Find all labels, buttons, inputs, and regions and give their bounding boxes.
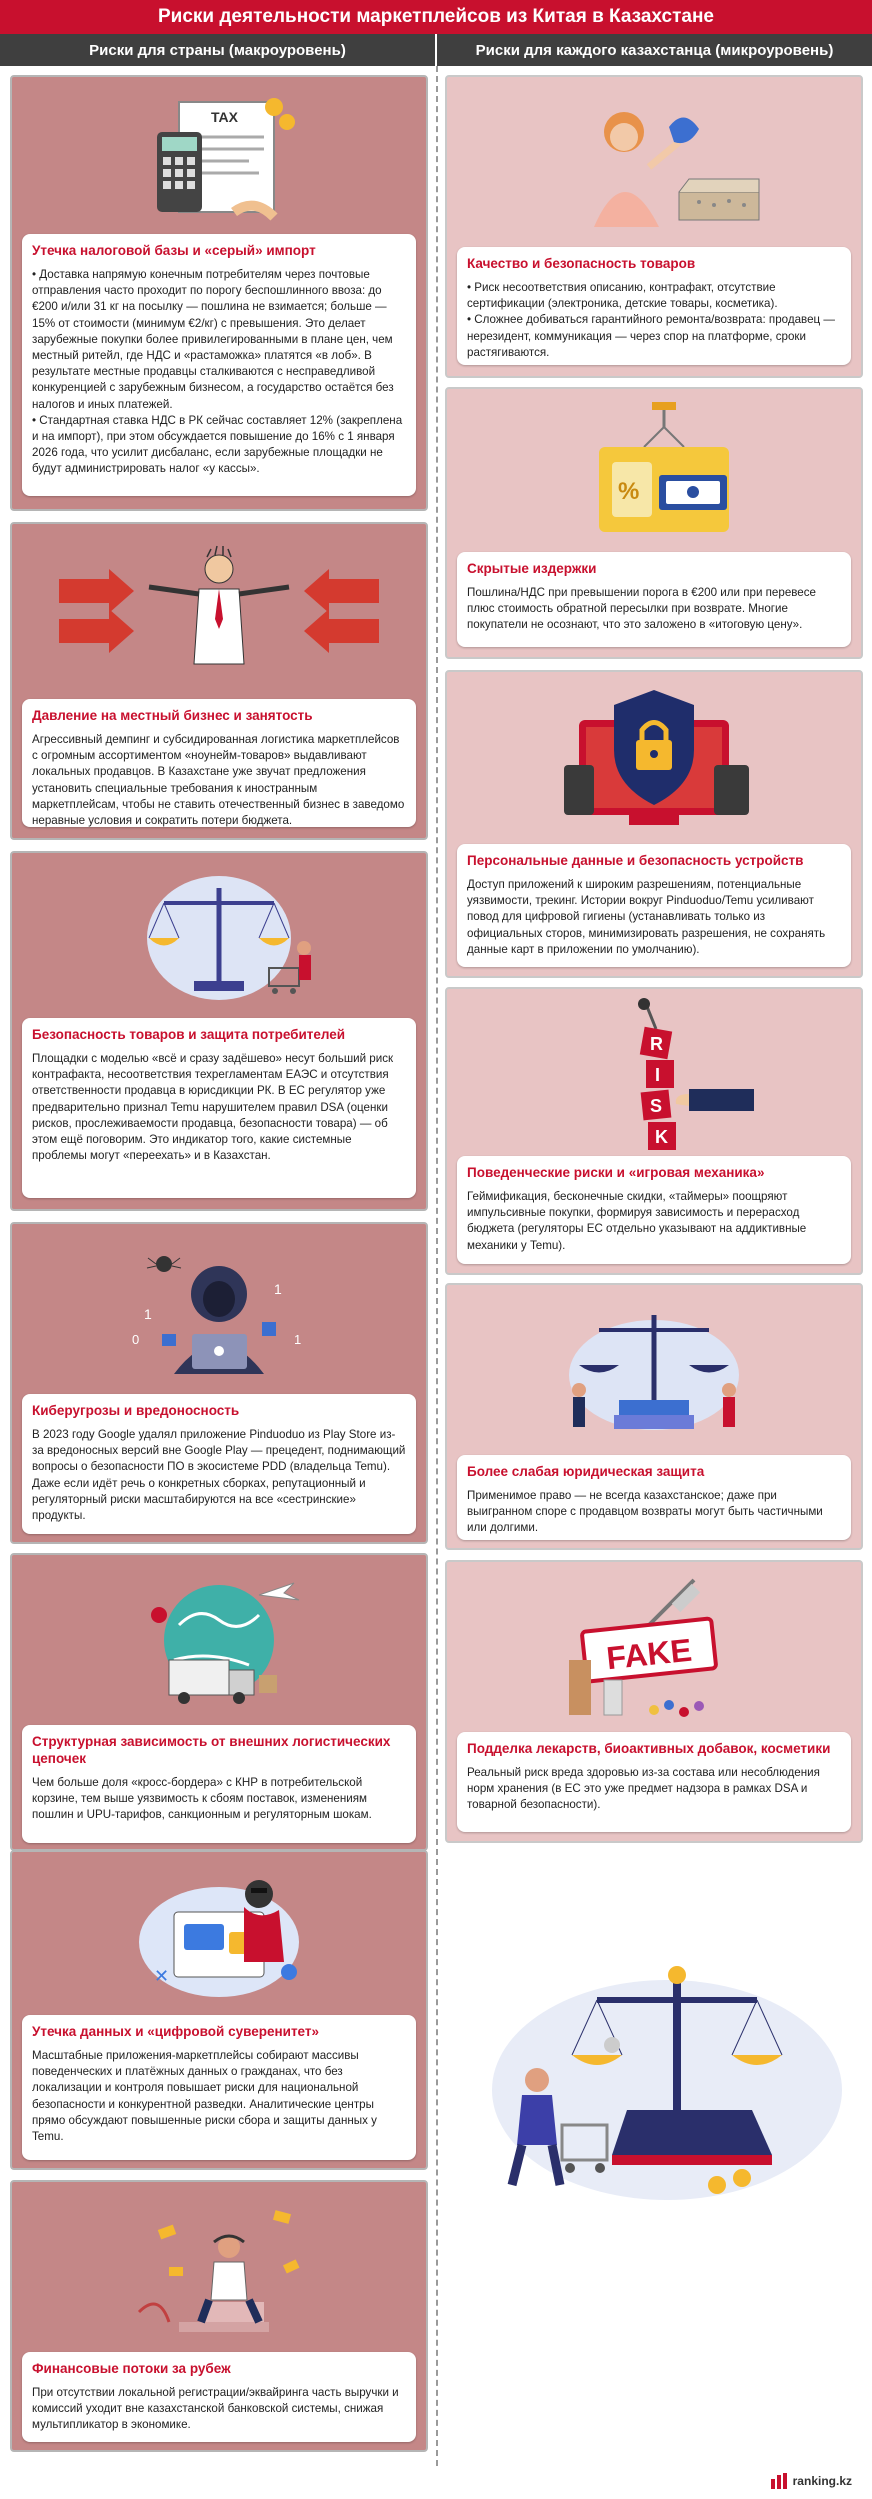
card-heading: Качество и безопасность товаров [467, 256, 696, 271]
svg-text:R: R [650, 1034, 663, 1054]
risk-card-personal-data [445, 670, 863, 978]
svg-text:1: 1 [294, 1332, 302, 1347]
data-theft-icon [12, 1852, 426, 2022]
card-text: Реальный риск вреда здоровью из-за состава или несоблюдения норм хранения (в ЕС это уже предмет надзора в рамках DSA и товарной безопасности). [467, 1766, 820, 1812]
card-heading: Скрытые издержки [467, 561, 597, 576]
risk-card-hidden-costs [445, 387, 863, 659]
tax-label: TAX [211, 109, 238, 125]
svg-text:1: 1 [144, 1306, 152, 1322]
column-divider [436, 66, 438, 2466]
risk-card-product-quality [445, 75, 863, 378]
card-heading: Структурная зависимость от внешних логистических цепочек [32, 1734, 391, 1766]
bad-product-icon [447, 77, 861, 247]
card-heading: Киберугрозы и вредоносность [32, 1403, 240, 1418]
card-text: В 2023 году Google удалял приложение Pinduoduo из Play Store из-за вредоносных версий вне Google Play — прецедент, поднимающий вопросы о безопасности ПО в экосистеме PDD (владельца Temu). Даже если идёт речь о конкретных сборках, репутационный и регуляторный риски масштабируются на все «сестринские» продукты. [32, 1428, 406, 1523]
card-heading: Утечка данных и «цифровой суверенитет» [32, 2024, 320, 2039]
pushed-businessman-icon [12, 524, 426, 694]
card-heading: Поведенческие риски и «игровая механика» [467, 1165, 765, 1180]
svg-text:✕: ✕ [154, 1966, 170, 1986]
svg-text:%: % [618, 477, 640, 505]
svg-text:0: 0 [132, 1332, 140, 1347]
card-text: При отсутствии локальной регистрации/эквайринга часть выручки и комиссий уходит вне казахстанской банковской системы, снижая мультипликатор в экономике. [32, 2386, 399, 2432]
svg-text:K: K [655, 1127, 668, 1147]
svg-text:1: 1 [274, 1281, 282, 1297]
card-heading: Утечка налоговой базы и «серый» импорт [32, 243, 316, 258]
card-heading: Финансовые потоки за рубеж [32, 2361, 231, 2376]
tax-calculator-icon [12, 77, 426, 247]
global-logistics-icon [12, 1555, 426, 1725]
risk-blocks-icon [447, 989, 861, 1159]
left-column-header: Риски для страны (макроуровень) [0, 34, 435, 66]
card-heading: Подделка лекарств, биоактивных добавок, косметики [467, 1741, 831, 1756]
card-text: Площадки с моделью «всё и сразу задёшево» несут больший риск контрафакта, несоответствия техрегламентам ЕАЭС и отсутствия ответственности продавца в юрисдикции РК. В ЕС регулятор уже предварительно признал Temu нарушителем правил DSA (оценки рисков, прослеживаемости продавца, безопасности товара) — об этом ещё поговорим. Это индикатор того, какие системные проблемы могут «переехать» и в Казахстан. [32, 1052, 394, 1163]
scales-shopper-icon [452, 1960, 852, 2210]
risk-card-weak-legal-protection [445, 1283, 863, 1550]
hidden-costs-icon [447, 389, 861, 554]
card-text: • Доставка напрямую конечным потребителям через почтовые отправления часто проходит по порогу беспошлинного ввоза: до €200 и/или 31 кг на посылку — пошлина не взимается; больше — 15% от стоимости (минимум €2/кг) с превышения. Это делает зарубежные покупки более привилегированными в плане цен, чем местный ритейл, где НДС и «растаможка» платятся «в лоб». В результате местные продавцы сталкиваются с несправедливой конкуренцией с зарубежным бизнесом, а государство остаётся без налогов и иных платежей. • Стандартная ставка НДС в РК сейчас составляет 12% (закреплена и на импорт), при этом обсуждается повышение до 16% с 1 января 2026 года, что усилит дисбаланс, если зарубежные площадки не будут администрировать налог «у кассы». [32, 268, 403, 476]
card-heading: Безопасность товаров и защита потребителей [32, 1027, 346, 1042]
risk-card-data-sovereignty [10, 1850, 428, 2170]
data-lock-icon [447, 672, 861, 847]
card-text: Агрессивный демпинг и субсидированная логистика маркетплейсов с огромным ассортиментом «ноунейм-товаров» выдавливают локальных продавцов. В Казахстане уже звучат предложения установить специальные требования к иностранным маркетплейсам, чтобы не ставить отечественный бизнес в заведомо неравные условия и сократить потери бюджета. [32, 733, 405, 828]
risk-card-consumer-safety [10, 851, 428, 1211]
card-heading: Персональные данные и безопасность устройств [467, 853, 804, 868]
svg-text:S: S [650, 1096, 663, 1116]
risk-card-tax-leak [10, 75, 428, 511]
risk-card-financial-flows [10, 2180, 428, 2452]
scales-cart-icon [12, 853, 426, 1023]
fake-medicine-icon [447, 1562, 861, 1737]
ranking-logo [771, 2473, 852, 2489]
card-heading: Давление на местный бизнес и занятость [32, 708, 313, 723]
svg-text:I: I [655, 1065, 661, 1085]
money-flow-icon [12, 2182, 426, 2352]
risk-card-logistics-dependence [10, 1553, 428, 1851]
card-text: Чем больше доля «кросс-бордера» с КНР в потребительской корзине, тем выше уязвимость к сбоям поставок, изменениям пошлин и UPU-тарифов, санкционным и регуляторным шокам. [32, 1776, 372, 1822]
risk-card-behavioral-risks [445, 987, 863, 1275]
legal-scales-icon [447, 1285, 861, 1455]
logo-bars-icon [771, 2473, 789, 2489]
risk-card-fake-medicine [445, 1560, 863, 1843]
card-heading: Более слабая юридическая защита [467, 1464, 705, 1479]
risk-card-business-pressure [10, 522, 428, 840]
card-text: Масштабные приложения-маркетплейсы собирают массивы поведенческих и платёжных данных о гражданах, что без локализации и контроля повышает риски для национальной безопасности и конкурентной разведки. Аналитические центры прямо обсуждают повышенные риски сбора и защиты данных у Temu. [32, 2049, 377, 2144]
right-column-header: Риски для каждого казахстанца (микроуровень) [437, 34, 872, 66]
page-title: Риски деятельности маркетплейсов из Китая в Казахстане [0, 0, 872, 34]
hacker-icon [12, 1224, 426, 1394]
card-text: Пошлина/НДС при превышении порога в €200 или при перевесе плюс стоимость обратной пересылки при возврате. Многие покупатели не осознают, что это заложено в «итоговую цену». [467, 586, 816, 632]
card-text: • Риск несоответствия описанию, контрафакт, отсутствие сертификации (электроника, детские товары, косметика). • Сложнее добиваться гарантийного ремонта/возврата: продавец — нерезидент, коммуникация — через спор на платформе, сроки растягиваются. [467, 281, 835, 359]
fake-label: FAKE [604, 1631, 694, 1676]
logo-text: ranking.kz [792, 2474, 852, 2488]
card-text: Геймификация, бесконечные скидки, «таймеры» поощряют импульсивные покупки, формируя зависимость и перерасход бюджета (регуляторы ЕС отдельно указывают на аддиктивные механики у Temu). [467, 1190, 807, 1252]
risk-card-cyber-threats [10, 1222, 428, 1544]
card-text: Доступ приложений к широким разрешениям, потенциальные уязвимости, трекинг. Истории вокруг Pinduoduo/Temu усиливают повод для цифровой гигиены (устанавливать только из официальных сторов, минимизировать разрешения, не сохранять данные карт в приложении по умолчанию). [467, 878, 826, 956]
card-text: Применимое право — не всегда казахстанское; даже при выигранном споре с продавцом возвраты могут быть частичными или долгими. [467, 1489, 823, 1535]
